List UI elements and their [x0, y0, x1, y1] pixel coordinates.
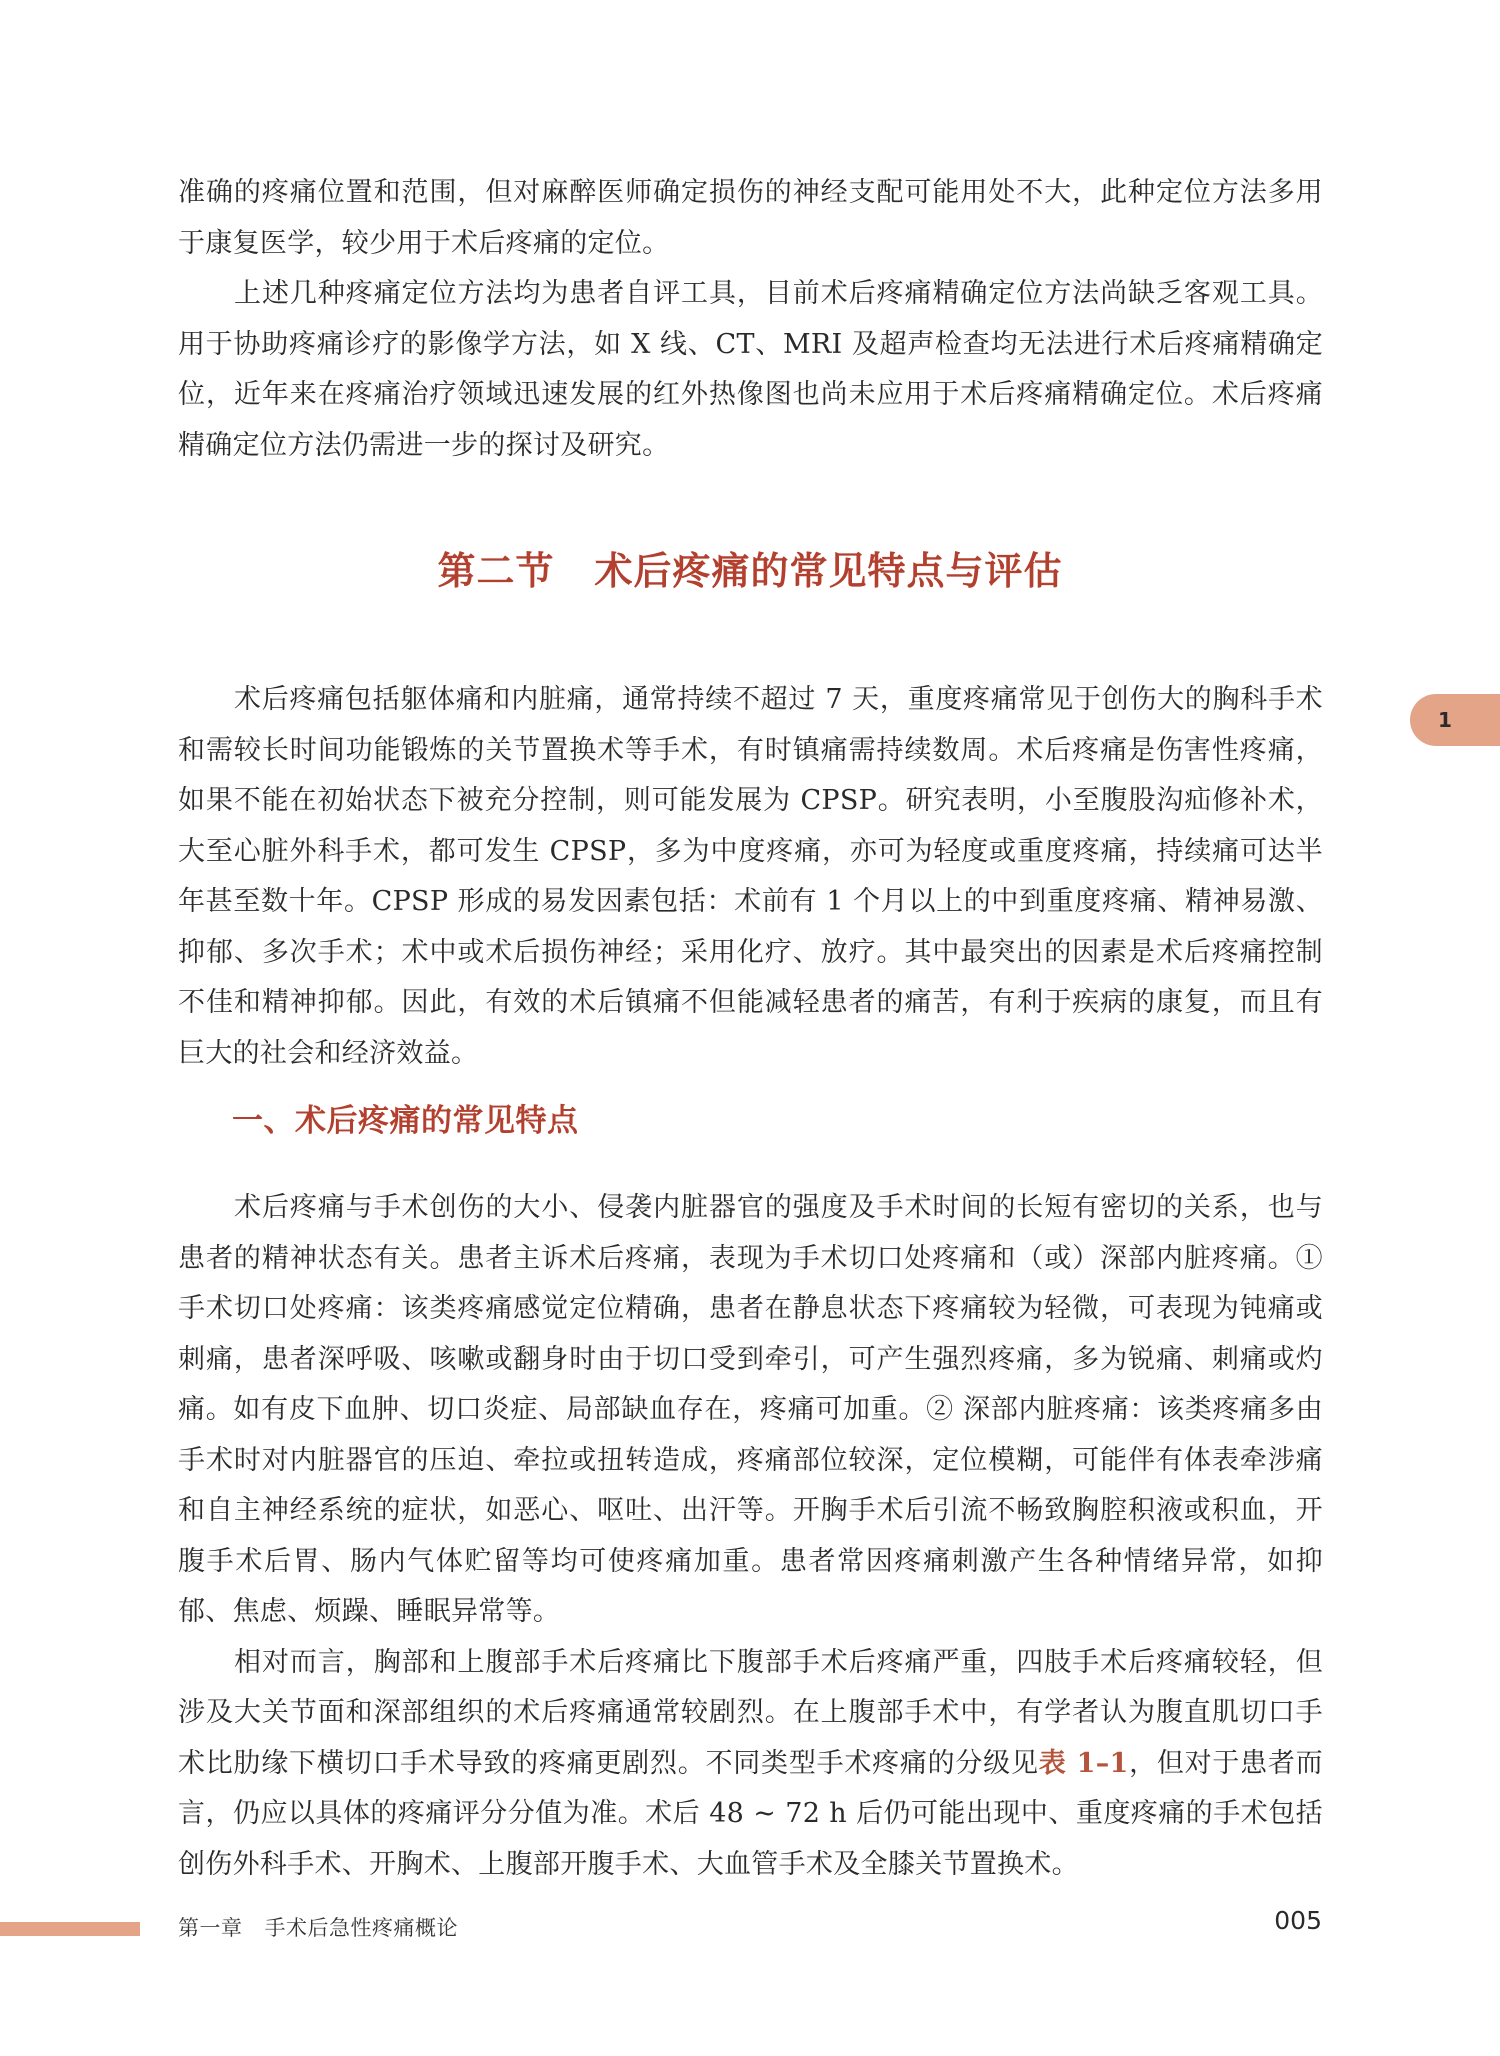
footer-chapter-title	[178, 1912, 458, 1942]
section-number: 第二节	[437, 549, 555, 593]
footer-accent-bar	[0, 1922, 140, 1936]
paragraph-text: ，但对于患者而言，仍应以具体的疼痛评分分值为准。术后 48 ~ 72 h 后仍可能出现中、重度疼痛的手术包括创伤外科手术、开胸术、上腹部开腹手术、大血管手术及全膝关节置换术。	[178, 1747, 1323, 1880]
chapter-tab: 1	[1410, 694, 1500, 746]
subsection-paragraph-1: 术后疼痛与手术创伤的大小、侵袭内脏器官的强度及手术时间的长短有密切的关系，也与患者的精神状态有关。患者主诉术后疼痛，表现为手术切口处疼痛和（或）深部内脏疼痛。① 手术切口处疼痛：该类疼痛感觉定位精确，患者在静息状态下疼痛较为轻微，可表现为钝痛或刺痛，患者深呼吸、咳嗽或翻身时由于切口受到牵引，可产生强烈疼痛，多为锐痛、刺痛或灼痛。如有皮下血肿、切口炎症、局部缺血存在，疼痛可加重。② 深部内脏疼痛：该类疼痛多由手术时对内脏器官的压迫、牵拉或扭转造成，疼痛部位较深，定位模糊，可能伴有体表牵涉痛和自主神经系统的症状，如恶心、呕吐、出汗等。开胸手术后引流不畅致胸腔积液或积血，开腹手术后胃、肠内气体贮留等均可使疼痛加重。患者常因疼痛刺激产生各种情绪异常，如抑郁、焦虑、烦躁、睡眠异常等。	[178, 1192, 1323, 1627]
intro-paragraph-1: 准确的疼痛位置和范围，但对麻醉医师确定损伤的神经支配可能用处不大，此种定位方法多用于康复医学，较少用于术后疼痛的定位。	[178, 177, 1323, 259]
footer-chapter-number: 第一章	[178, 1916, 243, 1940]
footer-chapter-name: 手术后急性疼痛概论	[264, 1916, 458, 1940]
table-reference-link[interactable]: 表 1–1	[1038, 1747, 1129, 1779]
intro-paragraph-2: 上述几种疼痛定位方法均为患者自评工具，目前术后疼痛精确定位方法尚缺乏客观工具。用于协助疼痛诊疗的影像学方法，如 X 线、CT、MRI 及超声检查均无法进行术后疼痛精确定位，近年来在疼痛治疗领域迅速发展的红外热像图也尚未应用于术后疼痛精确定位。术后疼痛精确定位方法仍需进一步的探讨及研究。	[178, 278, 1323, 461]
section-title	[0, 540, 1500, 595]
subsection-paragraph-2	[178, 1638, 1323, 1891]
subsection-title: 一、术后疼痛的常见特点	[232, 1103, 579, 1139]
section-paragraph-1: 术后疼痛包括躯体痛和内脏痛，通常持续不超过 7 天，重度疼痛常见于创伤大的胸科手术和需较长时间功能锻炼的关节置换术等手术，有时镇痛需持续数周。术后疼痛是伤害性疼痛，如果不能在初始状态下被充分控制，则可能发展为 CPSP。研究表明，小至腹股沟疝修补术，大至心脏外科手术，都可发生 CPSP，多为中度疼痛，亦可为轻度或重度疼痛，持续痛可达半年甚至数十年。CPSP 形成的易发因素包括：术前有 1 个月以上的中到重度疼痛、精神易激、抑郁、多次手术；术中或术后损伤神经；采用化疗、放疗。其中最突出的因素是术后疼痛控制不佳和精神抑郁。因此，有效的术后镇痛不但能减轻患者的痛苦，有利于疾病的康复，而且有巨大的社会和经济效益。	[178, 684, 1323, 1069]
section-intro-block	[178, 675, 1323, 1079]
page-number: 005	[1274, 1906, 1322, 1935]
subsection-block	[178, 1183, 1323, 1890]
section-heading: 术后疼痛的常见特点与评估	[594, 549, 1063, 593]
paragraph-text: 相对而言，胸部和上腹部手术后疼痛比下腹部手术后疼痛严重，四肢手术后疼痛较轻，但涉及大关节面和深部组织的术后疼痛通常较剧烈。在上腹部手术中，有学者认为腹直肌切口手术比肋缘下横切口手术导致的疼痛更剧烈。不同类型手术疼痛的分级见	[178, 1646, 1323, 1779]
intro-block	[178, 168, 1323, 471]
